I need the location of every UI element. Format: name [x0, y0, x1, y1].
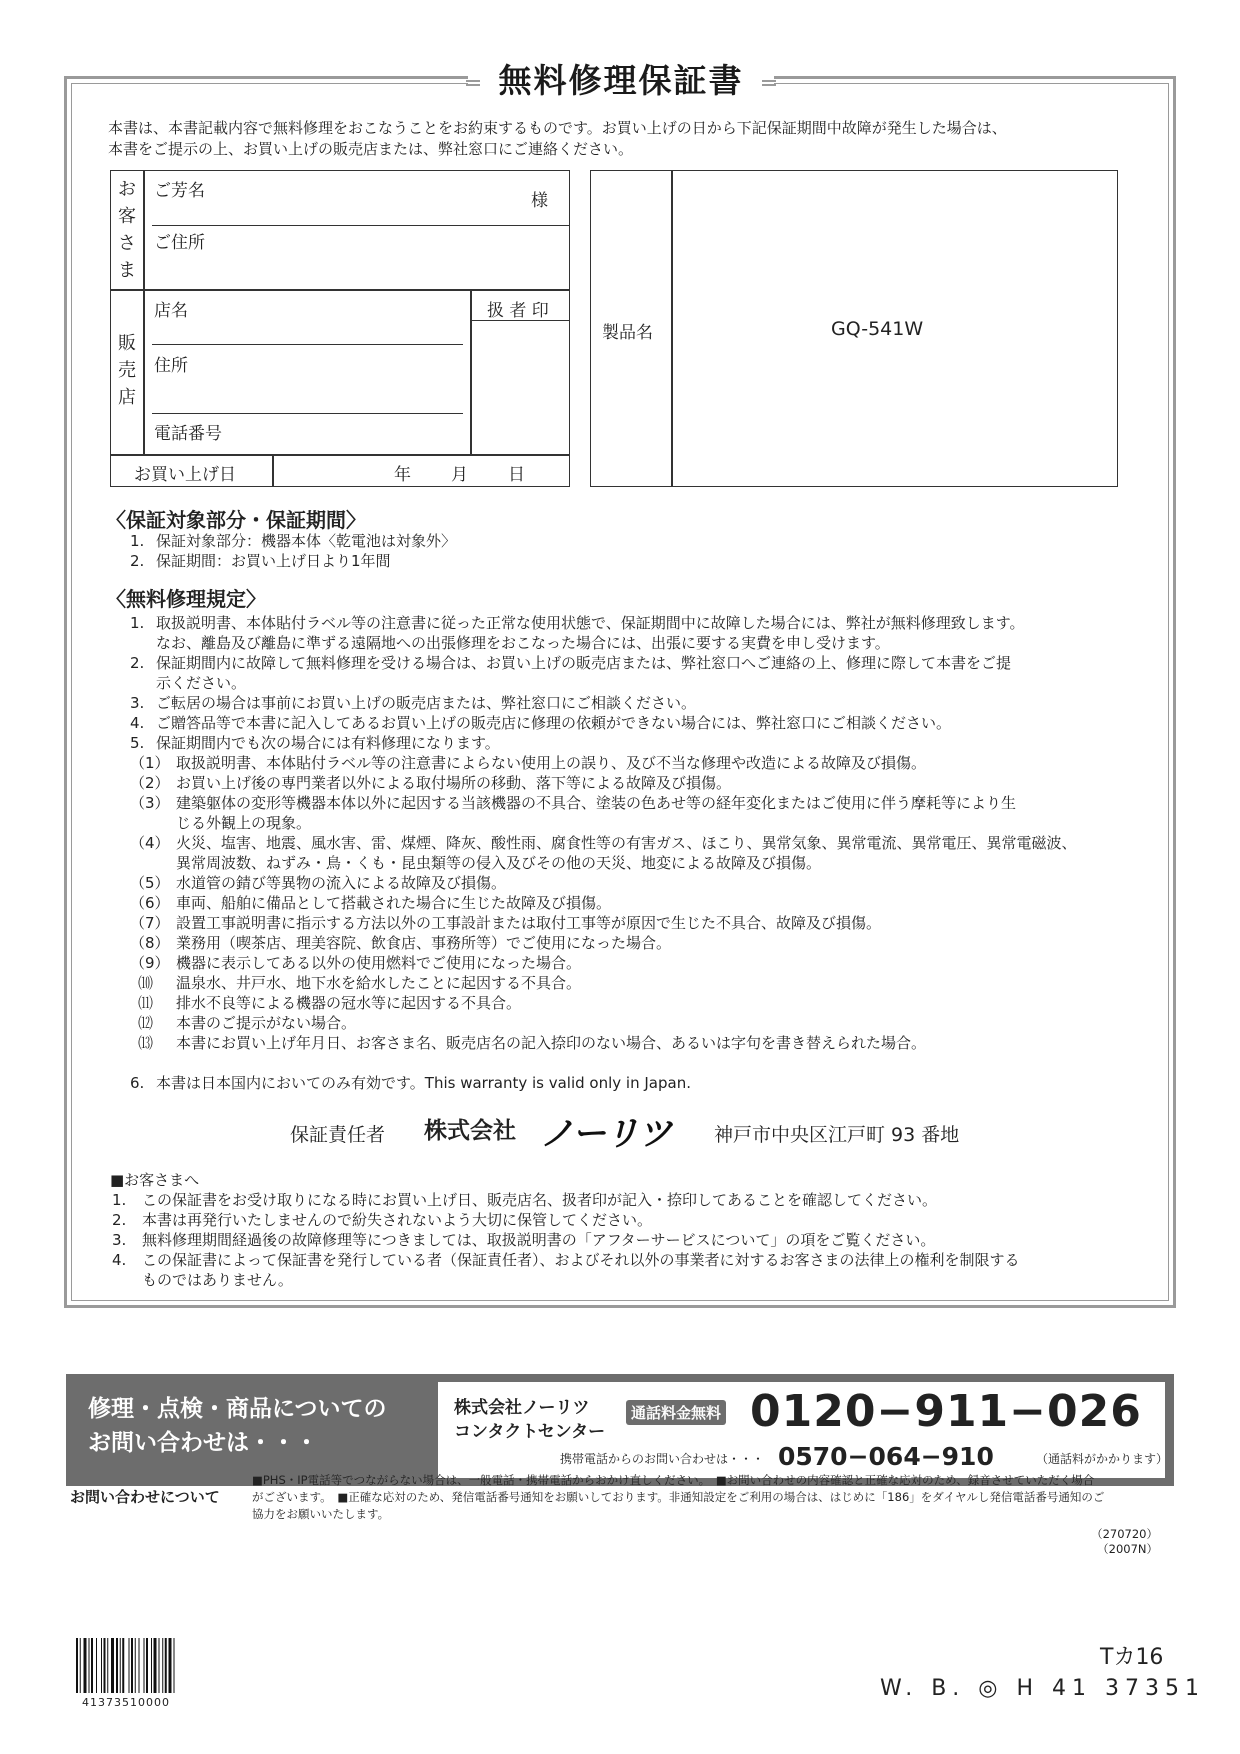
list-item: 1. 取扱説明書、本体貼付ラベル等の注意書に従った正常な使用状態で、保証期間中に故障した場合には、弊社が無料修理致します。 — [130, 614, 1025, 632]
mobile-note: 携帯電話からのお問い合わせは・・・ — [560, 1452, 765, 1466]
honorific-label: 様 — [531, 191, 548, 211]
free-call-badge: 通話料金無料 — [626, 1400, 726, 1425]
list-item: 3. 無料修理期間経過後の故障修理等につきましては、取扱説明書の「アフターサービスについて」の項をご覧ください。 — [112, 1231, 936, 1249]
list-item: 2. 保証期間内に故障して無料修理を受ける場合は、お買い上げの販売店または、弊社窓口へご連絡の上、修理に際して本書をご提 — [130, 654, 1012, 672]
barcode-bar — [111, 1638, 114, 1693]
list-item: （3） 建築躯体の変形等機器本体以外に起因する当該機器の不具合、塗装の色あせ等の経年変化またはご使用に伴う摩耗等により生 — [130, 794, 1017, 812]
intro-text — [108, 118, 1138, 160]
customer-notes — [110, 1170, 1140, 1190]
label-column-divider — [143, 170, 145, 454]
list-item: （9） 機器に表示してある以外の使用燃料でご使用になった場合。 — [130, 954, 582, 972]
issuer-label: 保証責任者 — [290, 1124, 386, 1146]
address-label: ご住所 — [154, 233, 205, 253]
noritz-logo: ノーリツ — [540, 1114, 671, 1154]
barcode-bar — [91, 1638, 93, 1693]
revision-code-2: （2007N） — [1097, 1542, 1158, 1556]
issuer-company: 株式会社 — [424, 1118, 516, 1144]
stamp-label: 扱 者 印 — [487, 301, 549, 321]
customer-dealer-divider — [110, 289, 570, 291]
name-underline — [152, 225, 570, 226]
mobile-phone-number[interactable]: 0570−064−910 — [778, 1442, 994, 1471]
date-row-divider — [110, 454, 570, 456]
rules-list — [130, 613, 1140, 753]
contact-center-name: 株式会社ノーリツ コンタクトセンター — [454, 1398, 606, 1442]
list-item: 2. 保証期間：お買い上げ日より1年間 — [130, 552, 391, 570]
shop-address-underline — [152, 413, 463, 414]
title-plate — [468, 56, 774, 106]
barcode-bar — [174, 1638, 175, 1693]
phone-label: 電話番号 — [154, 424, 222, 444]
list-item: 5. 保証期間内でも次の場合には有料修理になります。 — [130, 734, 500, 752]
list-item: ⑽ 温泉水、井戸水、地下水を給水したことに起因する不具合。 — [138, 974, 582, 992]
inquiry-title: お問い合わせについて — [70, 1488, 220, 1506]
list-item: じる外観上の現象。 — [176, 814, 312, 832]
barcode-bar — [84, 1638, 87, 1693]
month-label: 月 — [451, 465, 468, 485]
product-label: 製品名 — [602, 323, 653, 343]
barcode-bar — [139, 1638, 140, 1693]
barcode-bar — [96, 1638, 97, 1693]
name-label: ご芳名 — [154, 181, 205, 201]
barcode-bar — [122, 1638, 124, 1693]
stamp-divider — [470, 289, 472, 454]
barcode-bar — [131, 1638, 133, 1693]
document-code: W. B. ◎ H 41 37351 — [880, 1676, 1205, 1701]
product-name: GQ-541W — [831, 318, 924, 340]
rules-sublist — [130, 753, 1140, 1093]
shop-name-underline — [152, 344, 463, 345]
intro-line: 本書は、本書記載内容で無料修理をおこなうことをお約束するものです。お買い上げの日から下記保証期間中故障が発生した場合は、 — [108, 119, 1007, 137]
contact-panel — [438, 1382, 1169, 1478]
mobile-fee-note: （通話料がかかります） — [1036, 1452, 1169, 1466]
contact-heading: 修理・点検・商品についての お問い合わせは・・・ — [88, 1396, 387, 1456]
dealer-label: 販 売 店 — [118, 333, 136, 408]
list-item: 3. ご転居の場合は事前にお買い上げの販売店または、弊社窓口にご相談ください。 — [130, 694, 697, 712]
shop-name-label: 店名 — [154, 301, 188, 321]
list-item: ものではありません。 — [142, 1271, 293, 1289]
day-label: 日 — [508, 465, 525, 485]
barcode-bar — [146, 1638, 148, 1693]
list-item: （8） 業務用（喫茶店、理美容院、飲食店、事務所等）でご使用になった場合。 — [130, 934, 672, 952]
barcode-number: 41373510000 — [82, 1696, 170, 1709]
contact-band — [66, 1374, 1174, 1486]
barcode-bar — [129, 1638, 130, 1693]
barcode-bar — [154, 1638, 157, 1693]
intro-line: 本書をご提示の上、お買い上げの販売店または、弊社窓口にご連絡ください。 — [108, 140, 634, 158]
rules-heading: 〈無料修理規定〉 — [106, 587, 266, 611]
list-item: （5） 水道管の錆び等異物の流入による故障及び損傷。 — [130, 874, 507, 892]
barcode-bar — [151, 1638, 152, 1693]
page-title: 無料修理保証書 — [498, 61, 744, 100]
notes-heading: ■お客さまへ — [110, 1171, 200, 1189]
list-item: なお、離島及び離島に準ずる遠隔地への出張修理をおこなった場合には、出張に要する実費を申し受けます。 — [156, 634, 890, 652]
list-item: 6. 本書は日本国内においてのみ有効です。This warranty is valid only in Japan. — [130, 1074, 691, 1092]
issuer-address: 神戸市中央区江戸町 93 番地 — [714, 1124, 960, 1146]
list-item: （7） 設置工事説明書に指示する方法以外の工事設計または取付工事等が原因で生じた不具合、故障及び損傷。 — [130, 914, 882, 932]
purchase-date-label: お買い上げ日 — [134, 465, 236, 485]
product-divider — [671, 170, 673, 487]
list-item: 1. この保証書をお受け取りになる時にお買い上げ日、販売店名、扱者印が記入・捺印してあることを確認してください。 — [112, 1191, 938, 1209]
list-item: （1） 取扱説明書、本体貼付ラベル等の注意書によらない使用上の誤り、及び不当な修理や改造による故障及び損傷。 — [130, 754, 927, 772]
free-phone-number[interactable]: 0120−911−026 — [750, 1386, 1142, 1437]
barcode-bar — [162, 1638, 163, 1693]
list-item: ⑾ 排水不良等による機器の冠水等に起因する不具合。 — [138, 994, 522, 1012]
barcode-bar — [107, 1638, 108, 1693]
list-item: （6） 車両、船舶に備品として搭載された場合に生じた故障及び損傷。 — [130, 894, 612, 912]
barcode-bar — [89, 1638, 90, 1693]
customer-label: お 客 さ ま — [118, 179, 136, 281]
barcode-bar — [76, 1638, 78, 1693]
barcode-bar — [80, 1638, 81, 1693]
coverage-heading: 〈保証対象部分・保証期間〉 — [106, 508, 366, 532]
revision-code: （270720） — [1091, 1527, 1158, 1541]
barcode-bar — [116, 1638, 118, 1693]
list-item: 4. ご贈答品等で本書に記入してあるお買い上げの販売店に修理の依頼ができない場合には、弊社窓口にご相談ください。 — [130, 714, 952, 732]
inquiry-text: ■PHS・IP電話等でつながらない場合は、一般電話・携帯電話からおかけ直しください。 ■お問い合わせの内容確認と正確な応対のため、録音させていただく場合 がございます。 ■正確な応対のため、発信電話番号通知をお願いしております。非通知設定をご利用の場合は、はじめに「186」をダイヤルし発信電話番号通知のご 協力をお願いいたします。 — [252, 1473, 1105, 1521]
barcode-bar — [169, 1638, 172, 1693]
barcode-bar — [135, 1638, 136, 1693]
list-item: 1. 保証対象部分：機器本体〈乾電池は対象外〉 — [130, 532, 457, 550]
print-code: Tカ16 — [1100, 1645, 1164, 1670]
list-item: （2） お買い上げ後の専門業者以外による取付場所の移動、落下等による故障及び損傷。 — [130, 774, 732, 792]
barcode-bar — [101, 1638, 102, 1693]
barcode-bar — [120, 1638, 121, 1693]
date-divider — [272, 454, 274, 487]
barcode-bar — [104, 1638, 106, 1693]
list-item — [130, 1053, 1140, 1073]
list-item: 示ください。 — [156, 674, 247, 692]
customer-notes-list — [112, 1190, 1142, 1290]
list-item: 4. この保証書によって保証書を発行している者（保証責任者）、およびそれ以外の事業者に対するお客さまの法律上の権利を制限する — [112, 1251, 1020, 1269]
shop-address-label: 住所 — [154, 356, 188, 376]
barcode-bar — [165, 1638, 167, 1693]
barcode-bar — [144, 1638, 145, 1693]
list-item: 異常周波数、ねずみ・鳥・くも・昆虫類等の侵入及びその他の天災、地変による故障及び損傷。 — [176, 854, 822, 872]
barcode-bar — [159, 1638, 160, 1693]
list-item: ⑿ 本書のご提示がない場合。 — [138, 1014, 357, 1032]
barcode — [76, 1638, 206, 1693]
list-item: （4） 火災、塩害、地震、風水害、雷、煤煙、降灰、酸性雨、腐食性等の有害ガス、ほこり、異常気象、異常電流、異常電圧、異常電磁波、 — [130, 834, 1077, 852]
year-label: 年 — [394, 465, 411, 485]
list-item: 2. 本書は再発行いたしませんので紛失されないよう大切に保管してください。 — [112, 1211, 653, 1229]
list-item: ⒀ 本書にお買い上げ年月日、お客さま名、販売店名の記入捺印のない場合、あるいは字句を書き替えられた場合。 — [138, 1034, 927, 1052]
coverage-list — [130, 531, 1030, 571]
